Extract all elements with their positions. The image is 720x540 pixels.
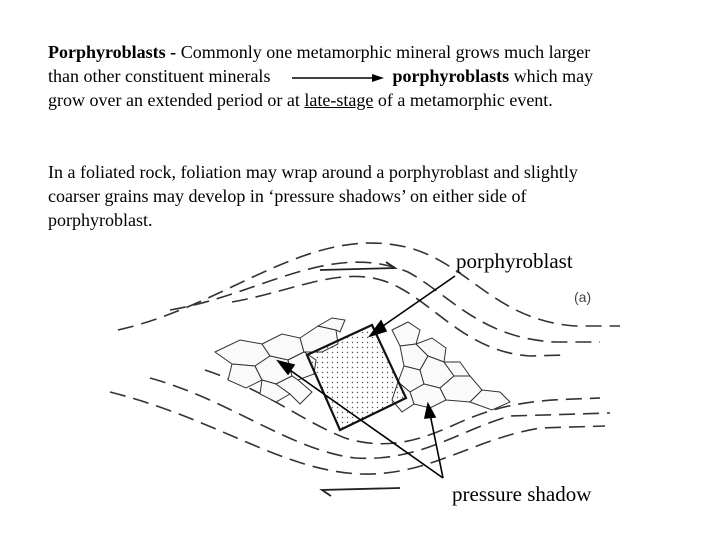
bottom-shear-arrow-icon xyxy=(322,488,400,496)
p1-line3-end: of a metamorphic event. xyxy=(377,90,553,110)
label-pressure-shadow: pressure shadow xyxy=(452,482,592,506)
p1-line2-end: which may xyxy=(513,66,594,86)
p1-line1-text: Commonly one metamorphic mineral grows much larger xyxy=(180,42,591,62)
p1-line3-text: grow over an extended period or at xyxy=(48,90,300,110)
label-porphyroblast: porphyroblast xyxy=(456,249,573,273)
pressure-shadow-right xyxy=(392,322,510,412)
panel-label: (a) xyxy=(574,289,592,305)
p2-line-1: In a foliated rock, foliation may wrap around a porphyroblast and slightly xyxy=(48,162,578,182)
late-stage-term: late-stage xyxy=(304,90,374,110)
grain xyxy=(392,322,420,346)
p1-line2-text: than other constituent minerals xyxy=(48,66,271,86)
p2-line-3: porphyroblast. xyxy=(48,210,153,230)
p2-line-2: coarser grains may develop in ‘pressure shadows’ on either side of xyxy=(48,186,527,206)
term-porphyroblasts-result: porphyroblasts xyxy=(392,66,510,86)
term-porphyroblasts: Porphyroblasts - xyxy=(48,42,177,62)
top-shear-arrow-icon xyxy=(320,262,395,270)
